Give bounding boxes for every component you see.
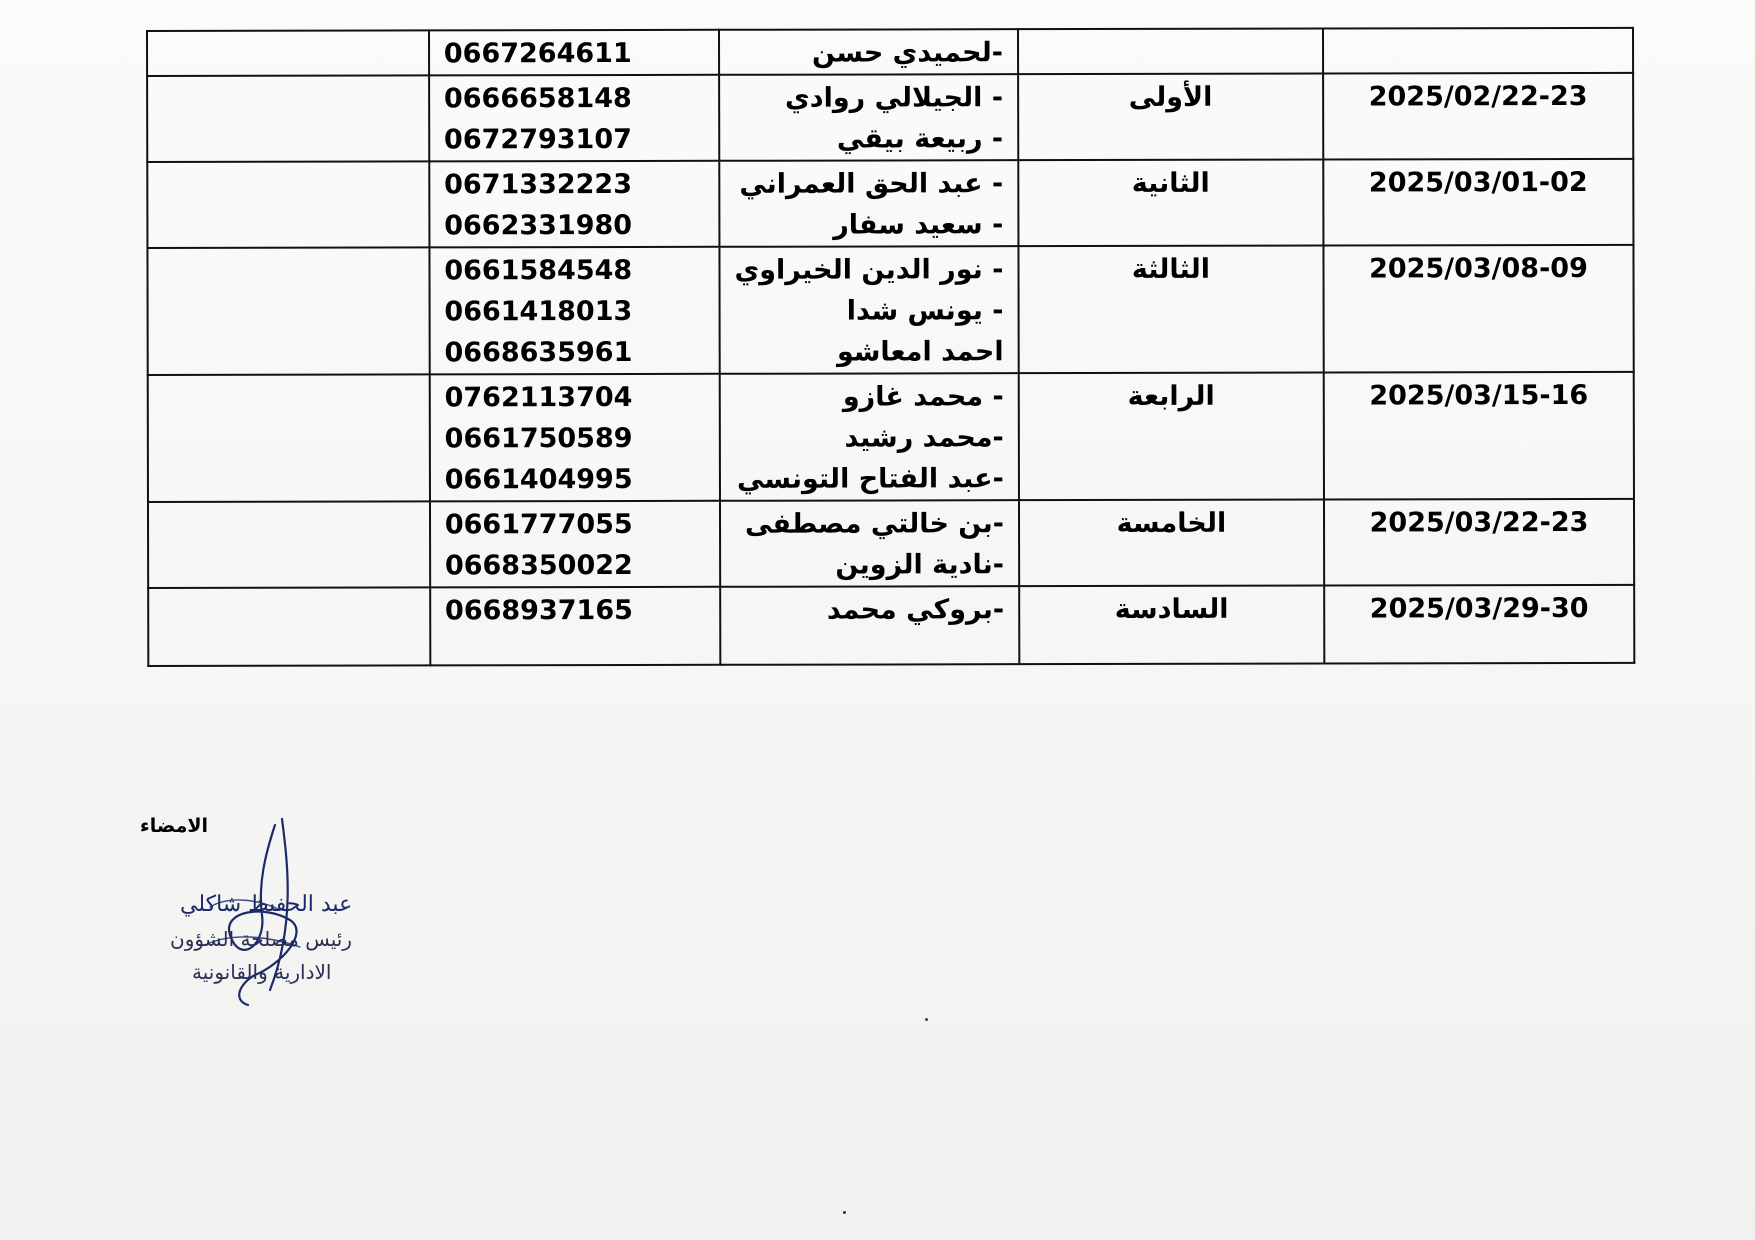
table-row [147,159,1633,248]
table-row [147,73,1633,162]
phone-entry: 0672793107 [443,123,632,156]
empty-cell [148,587,430,666]
name-entry: -عبد الفتاح التونسي [737,463,1004,495]
phone-entry: 0661584548 [444,254,633,287]
signature-label: الامضاء [140,815,208,837]
name-entry: -بن خالتي مصطفى [745,508,1004,540]
table-row [148,372,1634,502]
handwritten-signature [170,815,390,1015]
names-cell [719,246,1018,374]
speck-mark [925,1018,928,1021]
name-entry: - سعيد سفار [833,209,1004,241]
schedule-body [147,28,1634,666]
name-entry: احمد امعاشو [836,336,1004,368]
phones-cell [429,161,719,248]
round-cell: السادسة [1019,586,1324,665]
phones-cell [429,75,719,162]
round-cell: الثانية [1018,160,1323,247]
round-cell [1018,29,1323,75]
phones-cell [429,247,719,375]
round-cell: الثالثة [1018,246,1323,374]
name-entry: -محمد رشيد [844,422,1004,454]
phone-entry: 0661750589 [444,422,633,455]
table-row [147,28,1633,76]
signatory-title: الادارية والقانونية [192,960,332,984]
date-cell: 2025/03/08-09 [1323,245,1633,373]
name-entry: -لحميدي حسن [812,37,1003,69]
date-cell: 2025/03/22-23 [1324,499,1634,586]
signatory-name: عبد الحفيظ شاكلي [180,892,353,917]
name-entry: - ربيعة بيقي [836,123,1004,155]
signature-block [140,815,400,1015]
empty-cell [147,247,429,375]
phones-cell [430,374,720,502]
name-entry: - محمد غازو [842,381,1004,413]
phone-entry: 0666658148 [443,82,632,115]
phone-entry: 0661418013 [444,295,633,328]
signatory-title: رئيس مصلحة الشؤون [170,927,352,951]
phones-cell [430,501,720,588]
round-cell: الخامسة [1019,500,1324,587]
names-cell [720,373,1019,501]
empty-cell [147,75,429,162]
empty-cell [148,501,430,588]
names-cell [720,500,1019,587]
phone-entry: 0661777055 [444,508,633,541]
date-cell: 2025/03/15-16 [1324,372,1634,500]
names-cell [719,29,1018,75]
phone-entry: 0662331980 [444,209,633,242]
phone-entry: 0661404995 [444,463,633,496]
name-entry: - عبد الحق العمراني [739,168,1004,200]
phone-entry: 0668350022 [444,549,633,582]
name-entry: -نادية الزوين [835,549,1005,581]
speck-mark [843,1211,846,1214]
phone-entry: 0668635961 [444,336,633,369]
phones-cell [430,587,720,666]
names-cell [719,74,1018,161]
phone-entry: 0762113704 [444,381,633,414]
name-entry: -بروكي محمد [826,594,1005,626]
empty-cell [148,374,430,502]
name-entry: - يونس شدا [846,295,1004,327]
phone-entry: 0671332223 [444,168,633,201]
name-entry: - نور الدين الخيراوي [734,254,1004,286]
phone-entry: 0668937165 [444,594,633,627]
empty-cell [147,161,429,248]
date-cell: 2025/03/29-30 [1324,585,1634,664]
table-row [148,499,1634,588]
phones-cell [429,30,719,76]
empty-cell [147,30,429,76]
phone-entry: 0667264611 [443,37,632,70]
round-cell: الرابعة [1019,373,1324,501]
names-cell [719,160,1018,247]
round-cell: الأولى [1018,74,1323,161]
table-row [147,245,1633,375]
date-cell: 2025/02/22-23 [1323,73,1633,160]
schedule-table [146,27,1635,667]
table-row [148,585,1634,666]
names-cell [720,586,1019,665]
date-cell: 2025/03/01-02 [1323,159,1633,246]
date-cell [1323,28,1633,74]
name-entry: - الجيلالي روادي [784,82,1004,114]
